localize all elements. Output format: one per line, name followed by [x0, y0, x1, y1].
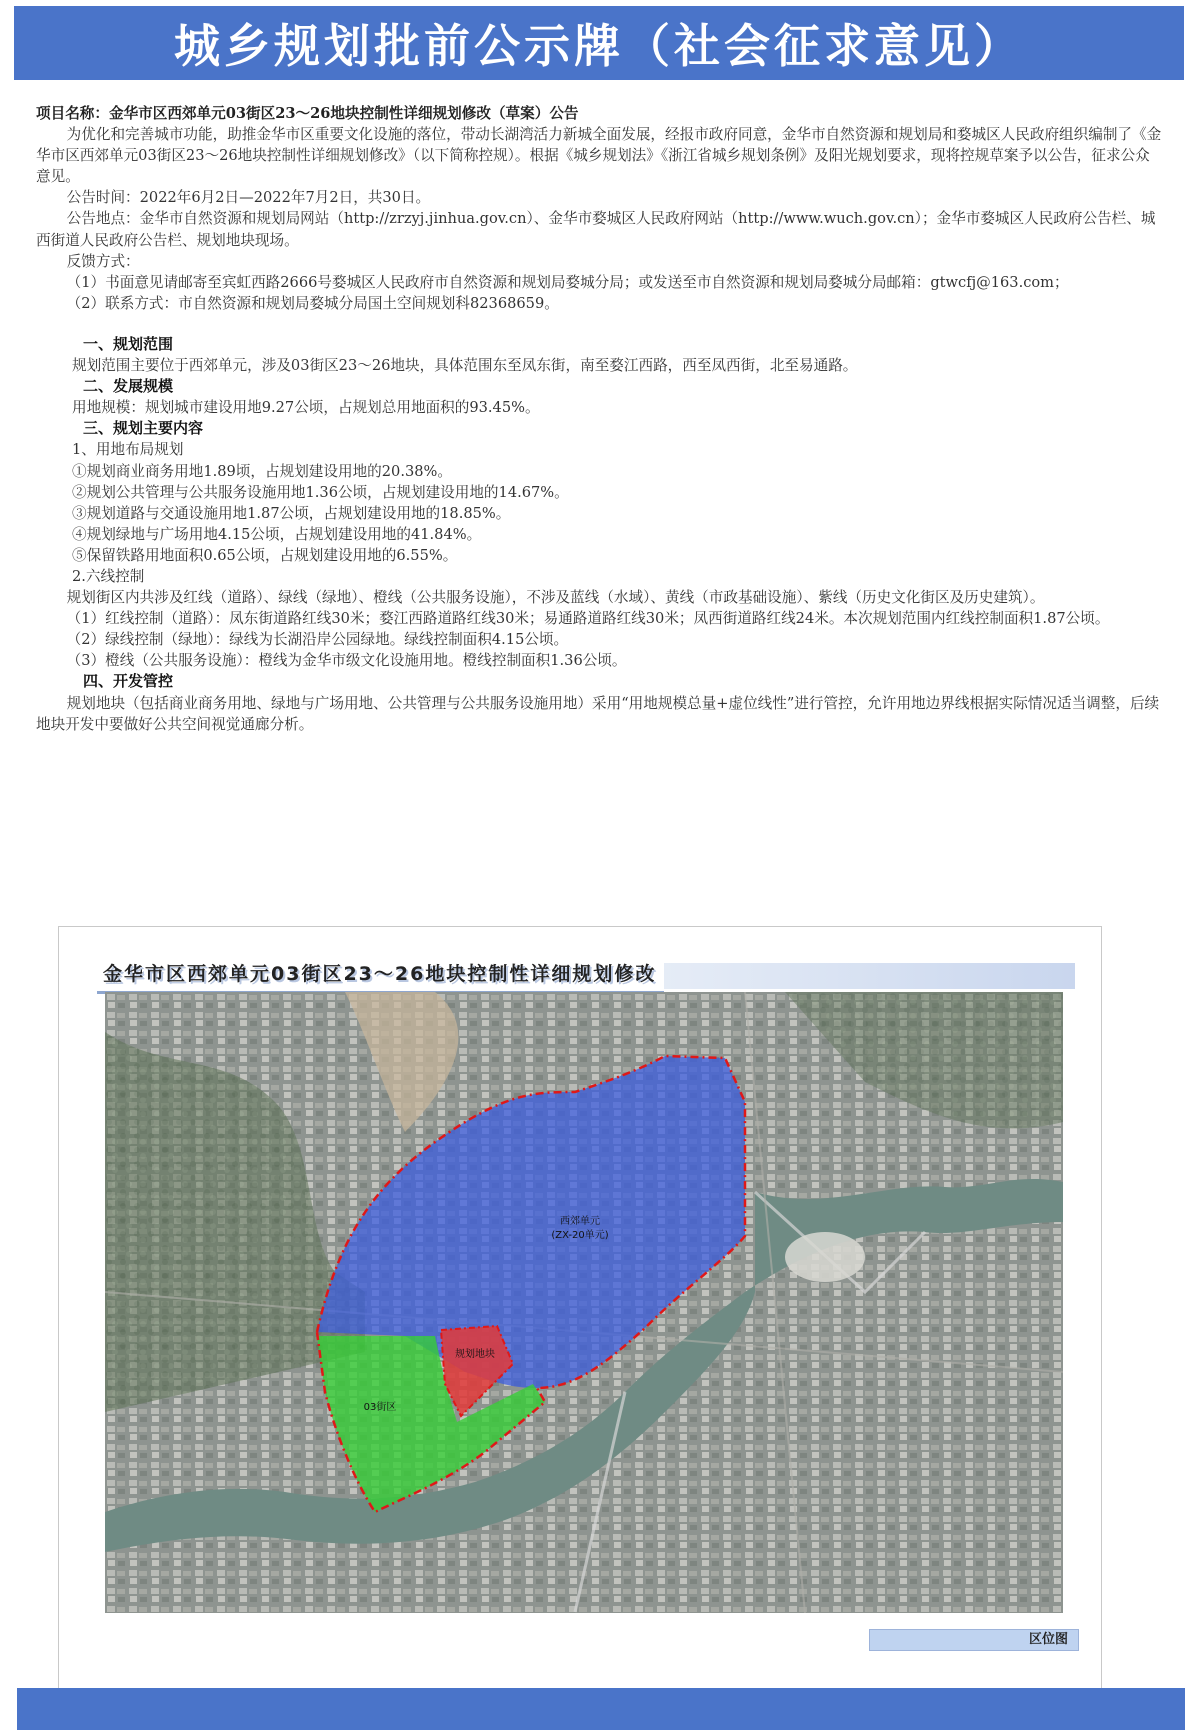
land-use-item: ⑤保留铁路用地面积0.65公顷，占规划建设用地的6.55%。	[72, 546, 458, 564]
notice-time: 公告时间：2022年6月2日—2022年7月2日，共30日。	[66, 189, 431, 207]
land-use-item: ④规划绿地与广场用地4.15公顷，占规划建设用地的41.84%。	[72, 525, 482, 543]
header-banner	[14, 6, 1184, 80]
notice-document	[36, 103, 1164, 735]
six-line-text: 规划街区内共涉及红线（道路）、绿线（绿地）、橙线（公共服务设施），不涉及蓝线（水域）、黄线（市政基础设施）、紫线（历史文化街区及历史建筑）。	[66, 589, 1045, 607]
location-key-box	[869, 1629, 1079, 1651]
landmark-building	[785, 1232, 865, 1282]
intro-paragraph: 为优化和完善城市功能，助推金华市区重要文化设施的落位，带动长湖湾活力新城全面发展，经报市政府同意，金华市自然资源和规划局和婺城区人民政府组织编制了《金华市区西郊单元03街区23～26地块控制性详细规划修改》（以下简称控规）。根据《城乡规划法》《浙江省城乡规划条例》及阳光规划要求，现将控规草案予以公告，征求公众意见。	[36, 126, 1162, 186]
section-2-heading: 二、发展规模	[83, 377, 174, 396]
section-3-sub2: 2.六线控制	[72, 567, 145, 585]
banner-title: 城乡规划批前公示牌（社会征求意见）	[174, 19, 1024, 73]
section-2-text: 用地规模：规划城市建设用地9.27公顷，占规划总用地面积的93.45%。	[72, 399, 540, 417]
land-use-item: ①规划商业商务用地1.89顷，占规划建设用地的20.38%。	[72, 462, 453, 480]
orange-line-text: （3）橙线（公共服务设施）：橙线为金华市级文化设施用地。橙线控制面积1.36公顷。	[66, 652, 627, 670]
section-1-heading: 一、规划范围	[83, 334, 174, 353]
section-1-text: 规划范围主要位于西郊单元，涉及03街区23～26地块，具体范围东至凤东街，南至婺江西路，西至凤西街，北至易通路。	[72, 357, 858, 375]
footer-banner	[17, 1688, 1185, 1730]
green-line-text: （2）绿线控制（绿地）：绿线为长湖沿岸公园绿地。绿线控制面积4.15公顷。	[66, 631, 569, 649]
location-map-panel	[58, 926, 1102, 1709]
section-4-text: 规划地块（包括商业商务用地、绿地与广场用地、公共管理与公共服务设施用地）采用“用地规模总量+虚位线性”进行管控，允许用地边界线根据实际情况适当调整，后续地块开发中要做好公共空间视觉通廊分析。	[36, 694, 1160, 733]
land-use-item: ③规划道路与交通设施用地1.87公顷，占规划建设用地的18.85%。	[72, 504, 511, 522]
unit-code-label: (ZX-20单元)	[551, 1230, 609, 1241]
section-4-heading: 四、开发管控	[83, 672, 174, 691]
section-3-sub1: 1、用地布局规划	[72, 441, 184, 459]
feedback-item-1: （1）书面意见请邮寄至宾虹西路2666号婺城区人民政府市自然资源和规划局婺城分局；或发送至市自然资源和规划局婺城分局邮箱：gtwcfj@163.com；	[66, 273, 1069, 291]
map-title: 金华市区西郊单元03街区23～26地块控制性详细规划修改	[97, 957, 664, 994]
site-label: 规划地块	[455, 1349, 495, 1360]
red-line-text: （1）红线控制（道路）：凤东街道路红线30米；婺江西路道路红线30米；易通路道路红线30米；凤西街道路红线24米。本次规划范围内红线控制面积1.87公顷。	[66, 610, 1110, 628]
project-title: 项目名称：金华市区西郊单元03街区23～26地块控制性详细规划修改（草案）公告	[36, 105, 579, 122]
land-use-item: ②规划公共管理与公共服务设施用地1.36公顷，占规划建设用地的14.67%。	[72, 483, 569, 501]
notice-place: 公告地点：金华市自然资源和规划局网站（http://zrzyj.jinhua.gov.cn）、金华市婺城区人民政府网站（http://www.wuch.gov.cn）；金华市婺城区人民政府公告栏、城西街道人民政府公告栏、规划地块现场。	[36, 210, 1156, 249]
unit-label: 西郊单元	[560, 1216, 600, 1227]
feedback-heading: 反馈方式：	[66, 252, 140, 270]
feedback-item-2: （2）联系方式：市自然资源和规划局婺城分局国土空间规划科82368659。	[66, 294, 559, 312]
key-label: 区位图	[1028, 1632, 1068, 1647]
aerial-map	[105, 992, 1063, 1613]
block-label: 03街区	[363, 1402, 397, 1413]
section-3-heading: 三、规划主要内容	[83, 419, 204, 438]
